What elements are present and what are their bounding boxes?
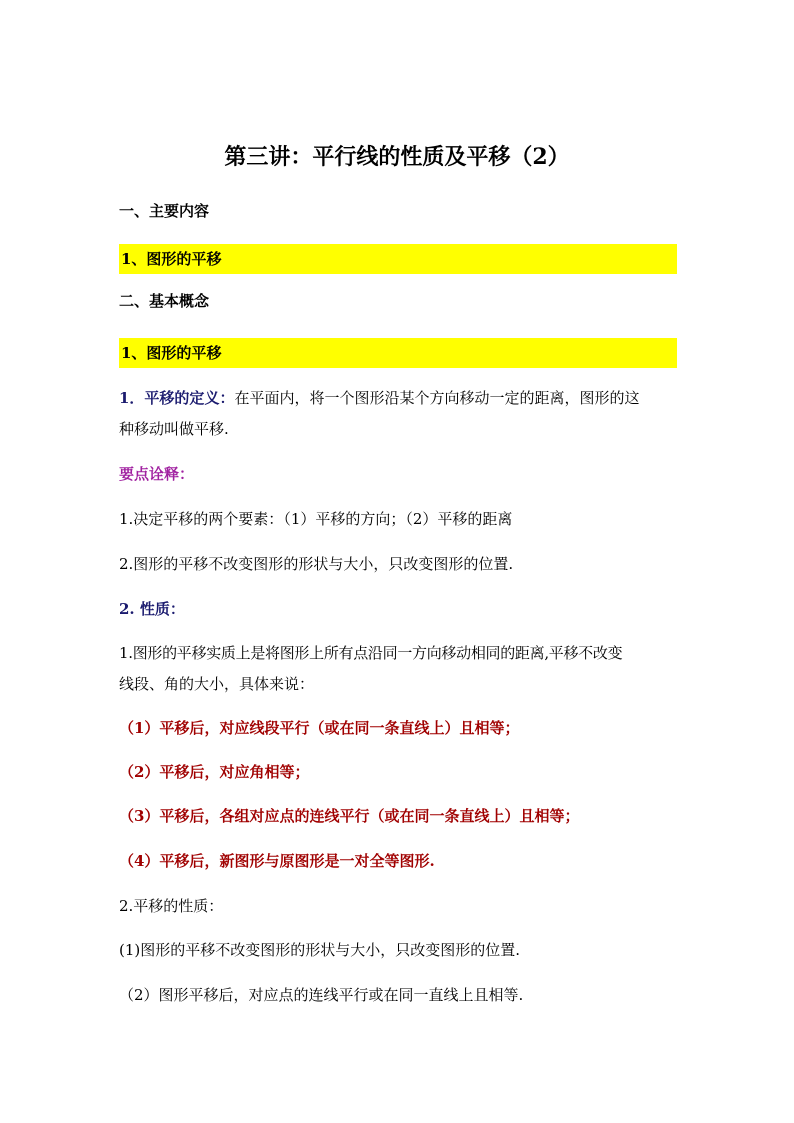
- property-item: （3）平移后，各组对应点的连线平行（或在同一条直线上）且相等；: [119, 807, 580, 825]
- property-item: （1）平移后，对应线段平行（或在同一条直线上）且相等；: [119, 719, 520, 737]
- highlighted-item-translation: 1、图形的平移: [119, 244, 677, 274]
- key-points-label: 要点诠释：: [119, 465, 195, 483]
- properties-intro-line-1: 1.图形的平移实质上是将图形上所有点沿同一方向移动相同的距离,平移不改变: [119, 644, 623, 662]
- properties-intro-line-2: 线段、角的大小，具体来说：: [119, 675, 315, 693]
- highlighted-item-translation-2: 1、图形的平移: [119, 338, 677, 368]
- property-item: （2）平移后，对应角相等；: [119, 763, 310, 781]
- properties-label: 2. 性质：: [119, 600, 185, 618]
- key-point-item: 1.决定平移的两个要素：（1）平移的方向；（2）平移的距离: [119, 510, 513, 528]
- translation-property-item: （2）图形平移后，对应点的连线平行或在同一直线上且相等.: [119, 986, 524, 1004]
- translation-property-item: (1)图形的平移不改变图形的形状与大小，只改变图形的位置.: [119, 941, 521, 959]
- section-heading-main-content: 一、主要内容: [119, 202, 210, 220]
- page-title: 第三讲：平行线的性质及平移（2）: [224, 144, 570, 170]
- definition-text-1: 在平面内，将一个图形沿某个方向移动一定的距离，图形的这: [234, 389, 640, 407]
- property-item: （4）平移后，新图形与原图形是一对全等图形.: [119, 852, 435, 870]
- translation-properties-label: 2.平移的性质：: [119, 897, 224, 915]
- definition-line-1: [119, 386, 675, 410]
- key-point-item: 2.图形的平移不改变图形的形状与大小，只改变图形的位置.: [119, 555, 514, 573]
- definition-label: 1．平移的定义：: [119, 389, 235, 407]
- section-heading-basic-concepts: 二、基本概念: [119, 292, 210, 310]
- definition-line-2: 种移动叫做平移.: [119, 420, 229, 438]
